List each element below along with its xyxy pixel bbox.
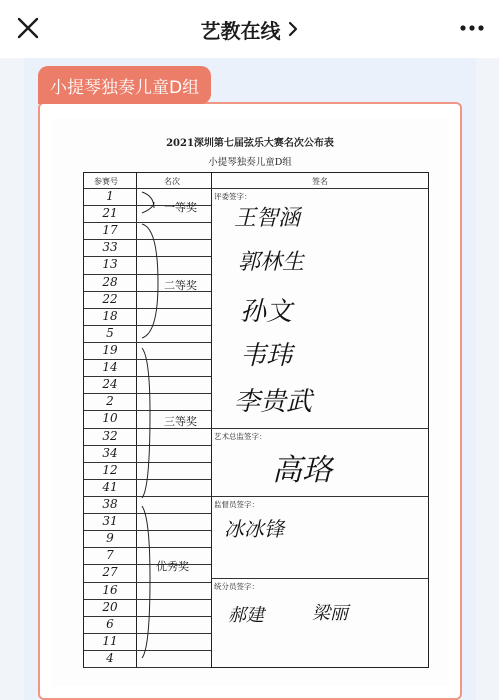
header-id: 参赛号 [94, 177, 118, 186]
section-divider [211, 578, 428, 579]
top-bar [0, 0, 499, 58]
section-divider [211, 428, 428, 429]
entry-number: 4 [106, 650, 114, 665]
entry-number: 19 [102, 343, 118, 357]
entry-number: 14 [102, 360, 118, 375]
category-tag: 小提琴独奏儿童D组 [38, 66, 211, 104]
entry-number: 22 [102, 291, 118, 306]
header-sign: 签名 [312, 177, 328, 186]
director-signature: 高珞 [272, 453, 332, 488]
scorer-signature: 郝建 [228, 605, 264, 626]
column-divider [211, 173, 212, 667]
entry-number: 38 [102, 496, 118, 511]
judge-signature: 李贵武 [234, 387, 313, 417]
entry-number: 10 [102, 411, 118, 426]
entry-number: 18 [102, 308, 118, 323]
supervisor-signature: 冰冰锋 [224, 517, 284, 541]
entry-number: 41 [102, 479, 118, 494]
judges-label: 评委签字： [214, 192, 252, 201]
entry-number: 2 [106, 394, 114, 409]
scorer-label: 统分员签字： [214, 582, 259, 591]
entry-number: 28 [102, 274, 118, 289]
scorer-signature: 梁丽 [312, 603, 348, 624]
result-document-image[interactable] [52, 118, 448, 686]
entry-number: 31 [102, 514, 118, 528]
entry-number: 9 [106, 531, 114, 546]
entry-number: 27 [102, 565, 118, 580]
close-icon[interactable] [14, 14, 42, 42]
page-title: 艺教在线 [200, 18, 281, 43]
entry-number: 12 [102, 462, 118, 477]
director-label: 艺术总监签字： [214, 432, 267, 441]
page-title-link[interactable] [201, 15, 299, 44]
chevron-right-icon [287, 20, 299, 38]
prize-second: 二等奖 [164, 279, 197, 292]
supervisor-label: 监督员签字： [214, 500, 259, 509]
entry-number: 17 [102, 223, 118, 238]
judge-signature: 韦玮 [240, 341, 293, 371]
entry-number: 11 [102, 633, 118, 648]
entry-number: 20 [102, 599, 118, 614]
judge-signature: 孙文 [240, 297, 293, 327]
entry-number: 5 [106, 325, 114, 340]
entry-number: 24 [102, 377, 118, 392]
header-rank: 名次 [164, 177, 180, 186]
entry-number: 13 [102, 257, 118, 272]
section-divider [211, 496, 428, 497]
entry-number: 33 [102, 240, 118, 255]
prize-honorable: 优秀奖 [156, 560, 189, 573]
entry-number: 7 [106, 548, 114, 563]
entry-number: 34 [102, 445, 118, 460]
document-subtitle: 小提琴独奏儿童D组 [208, 157, 292, 168]
prize-first: 一等奖 [164, 201, 197, 214]
prize-third: 三等奖 [164, 415, 197, 428]
more-icon[interactable] [457, 16, 487, 40]
judge-signature: 王智涵 [234, 206, 301, 231]
entry-number: 1 [106, 189, 114, 203]
entry-number: 32 [102, 428, 118, 443]
entry-number: 21 [102, 206, 118, 221]
document-title: 2021深圳第七届弦乐大赛名次公布表 [166, 138, 334, 149]
entry-number: 6 [106, 616, 114, 631]
entry-number: 16 [102, 582, 118, 597]
judge-signature: 郭林生 [238, 250, 305, 275]
result-table [83, 172, 429, 668]
